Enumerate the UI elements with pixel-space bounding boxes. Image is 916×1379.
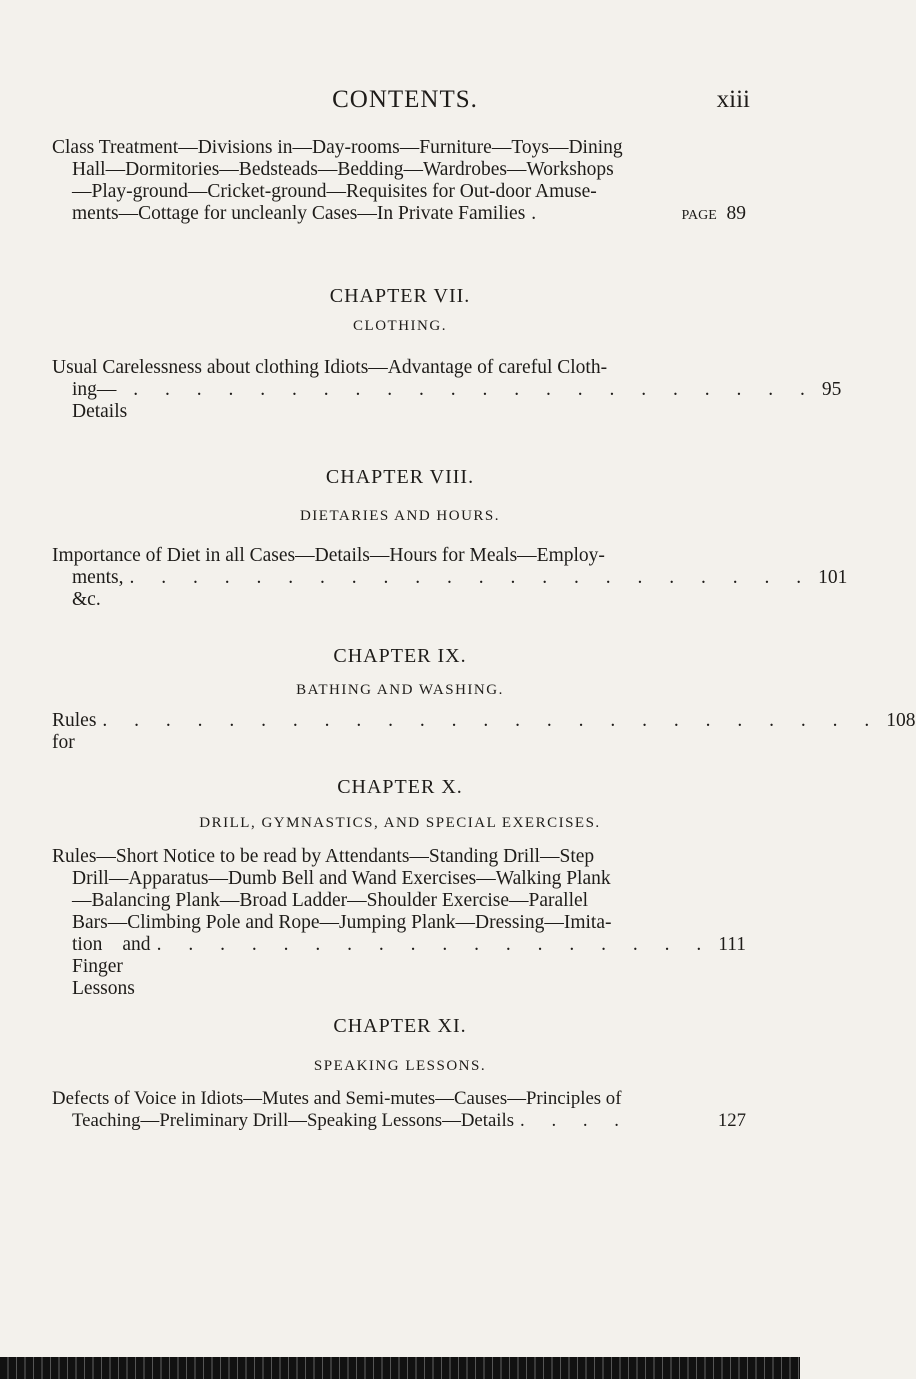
page-bottom-edge	[0, 1357, 800, 1379]
toc-text: ing—Details	[72, 379, 128, 422]
chapter-subtitle: DRILL, GYMNASTICS, AND SPECIAL EXERCISES.	[199, 815, 601, 831]
toc-line: Class Treatment—Divisions in—Day-rooms—Furniture—Toys—Dining	[52, 137, 623, 158]
toc-leader: . . . . . . . . . . . . . . . . . .	[156, 934, 713, 955]
chapter-title: CHAPTER X.	[337, 776, 463, 798]
toc-text: Teaching—Preliminary Drill—Speaking Lessons—Details	[72, 1110, 515, 1131]
toc-entry-chapter-11	[52, 1088, 746, 1132]
toc-leader: .	[531, 203, 548, 224]
toc-page: 111	[718, 934, 746, 955]
running-head	[60, 86, 750, 116]
toc-leader: . . . .	[520, 1110, 630, 1131]
toc-line-last	[52, 710, 916, 754]
page-number: xiii	[716, 86, 750, 113]
chapter-title: CHAPTER XI.	[333, 1015, 467, 1037]
toc-line-last	[52, 567, 848, 611]
toc-line: —Play-ground—Cricket-ground—Requisites for Out-door Amuse-	[72, 181, 597, 202]
chapter-subtitle: DIETARIES AND HOURS.	[299, 508, 501, 524]
toc-entry-chapter-10	[52, 846, 746, 1000]
toc-entry-chapter-9	[52, 710, 916, 754]
toc-text: tion and Finger Lessons	[72, 934, 151, 999]
running-title: CONTENTS.	[332, 86, 478, 113]
chapter-title: CHAPTER IX.	[333, 645, 467, 667]
chapter-subtitle: CLOTHING.	[353, 318, 447, 334]
toc-line: Rules—Short Notice to be read by Attendants—Standing Drill—Step	[52, 846, 595, 867]
toc-page: 101	[818, 567, 848, 588]
chapter-title: CHAPTER VIII.	[325, 466, 475, 488]
toc-line: Drill—Apparatus—Dumb Bell and Wand Exercises—Walking Plank	[72, 868, 611, 889]
toc-line-last	[52, 203, 746, 227]
toc-leader: . . . . . . . . . . . . . . . . . . . . . . . . .	[102, 710, 881, 731]
toc-page: 127	[717, 1110, 746, 1131]
toc-entry-chapter-6	[52, 137, 746, 227]
toc-line: Defects of Voice in Idiots—Mutes and Semi-mutes—Causes—Principles of	[52, 1088, 622, 1109]
toc-leader: . . . . . . . . . . . . . . . . . . . . . .	[133, 379, 816, 400]
toc-line-last	[52, 379, 842, 423]
toc-line: Usual Carelessness about clothing Idiots—Advantage of careful Cloth-	[52, 357, 608, 378]
toc-page-label: PAGE 89	[681, 203, 746, 224]
toc-line: Importance of Diet in all Cases—Details—Hours for Meals—Employ-	[52, 545, 605, 566]
toc-text: Rules for	[52, 710, 97, 753]
toc-line-last	[52, 934, 746, 1000]
toc-text: ments, &c.	[72, 567, 124, 610]
chapter-title: CHAPTER VII.	[329, 285, 471, 307]
toc-text: ments—Cottage for uncleanly Cases—In Private Families	[72, 203, 526, 224]
toc-page: 108	[886, 710, 916, 731]
toc-entry-chapter-8	[52, 545, 848, 611]
toc-page: 89	[726, 203, 746, 224]
toc-line: Hall—Dormitories—Bedsteads—Bedding—Wardrobes—Workshops	[72, 159, 614, 180]
toc-page: 95	[821, 379, 842, 400]
toc-line: Bars—Climbing Pole and Rope—Jumping Plank—Dressing—Imita-	[72, 912, 612, 933]
toc-line: —Balancing Plank—Broad Ladder—Shoulder Exercise—Parallel	[72, 890, 589, 911]
toc-entry-chapter-7	[52, 357, 842, 423]
chapter-subtitle: SPEAKING LESSONS.	[313, 1058, 487, 1074]
toc-leader: . . . . . . . . . . . . . . . . . . . . . .	[129, 567, 813, 588]
toc-line-last	[52, 1110, 746, 1132]
chapter-subtitle: BATHING AND WASHING.	[296, 682, 504, 698]
